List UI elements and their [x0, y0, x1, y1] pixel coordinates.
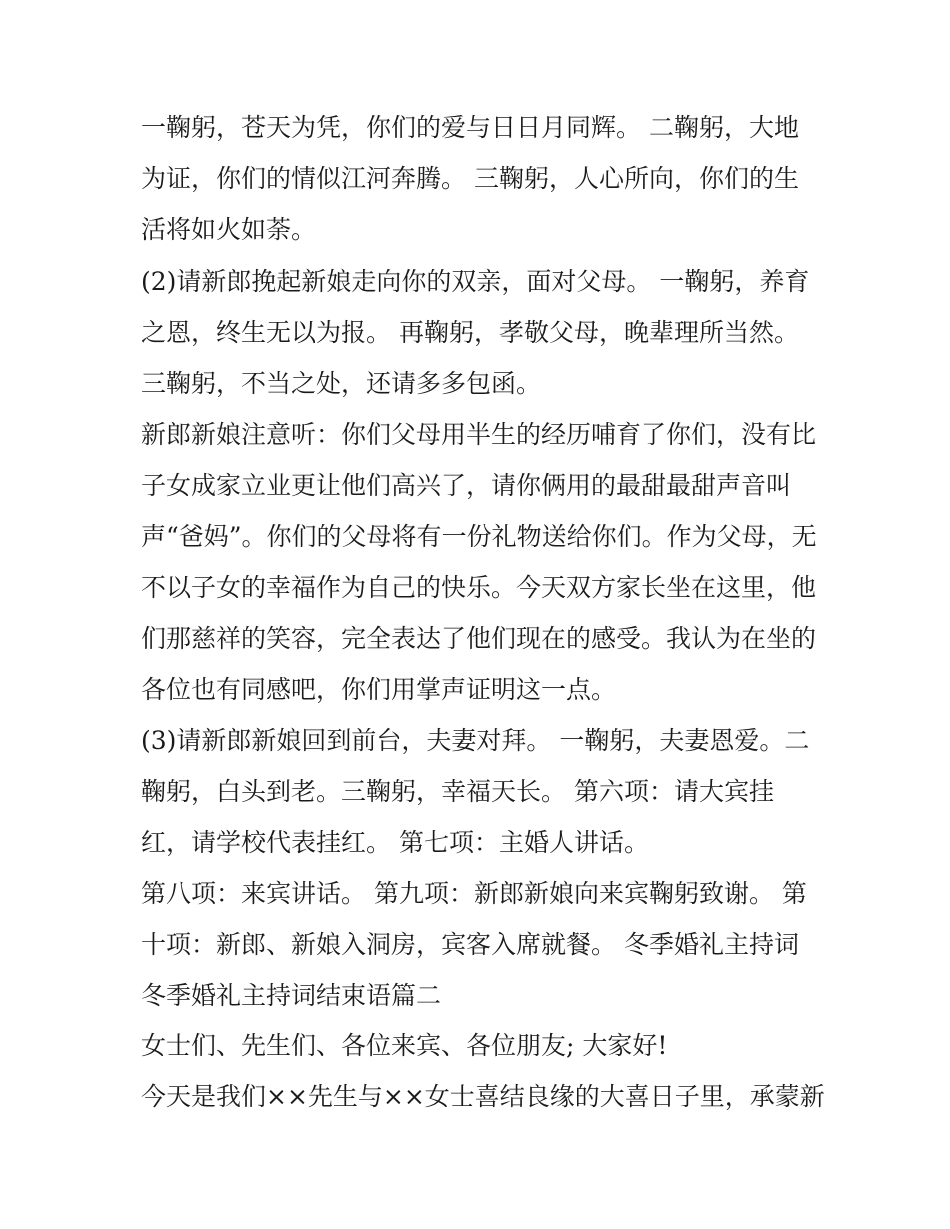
text-line: 活将如火如荼。	[141, 215, 317, 244]
text-line: 新郎新娘注意听：你们父母用半生的经历哺育了你们，没有比	[141, 420, 817, 449]
text-line: 声“爸妈”。你们的父母将有一份礼物送给你们。作为父母，无	[141, 522, 817, 551]
text-line: 不以子女的幸福作为自己的快乐。今天双方家长坐在这里，他	[141, 573, 817, 602]
text-line: 各位也有同感吧，你们用掌声证明这一点。	[141, 675, 617, 704]
text-line: 之恩，终生无以为报。 再鞠躬，孝敬父母，晚辈理所当然。	[141, 318, 799, 347]
text-line: (2)请新郎挽起新娘走向你的双亲，面对父母。 一鞠躬，养育	[141, 267, 810, 296]
text-line: 鞠躬，白头到老。三鞠躬，幸福天长。 第六项：请大宾挂	[141, 777, 774, 806]
text-line: 为证，你们的情似江河奔腾。 三鞠躬，人心所向，你们的生	[141, 164, 799, 193]
section-heading: 冬季婚礼主持词结束语篇二	[141, 981, 442, 1010]
text-line: 红，请学校代表挂红。 第七项：主婚人讲话。	[141, 828, 649, 857]
text-line: 十项：新郎、新娘入洞房，宾客入席就餐。 冬季婚礼主持词	[141, 930, 799, 959]
text-line: 今天是我们××先生与××女士喜结良缘的大喜日子里，承蒙新	[141, 1082, 825, 1111]
text-line: 子女成家立业更让他们高兴了，请你俩用的最甜最甜声音叫	[141, 471, 792, 500]
text-line: 第八项：来宾讲话。 第九项：新郎新娘向来宾鞠躬致谢。 第	[141, 879, 807, 908]
text-line: 三鞠躬，不当之处，还请多多包函。	[141, 369, 542, 398]
text-line: 一鞠躬，苍天为凭，你们的爱与日日月同辉。 二鞠躬，大地	[141, 113, 799, 142]
text-line: 女士们、先生们、各位来宾、各位朋友; 大家好!	[141, 1031, 668, 1060]
text-line: (3)请新郎新娘回到前台，夫妻对拜。 一鞠躬，夫妻恩爱。二	[141, 726, 810, 755]
text-line: 们那慈祥的笑容，完全表达了他们现在的感受。我认为在坐的	[141, 624, 817, 653]
